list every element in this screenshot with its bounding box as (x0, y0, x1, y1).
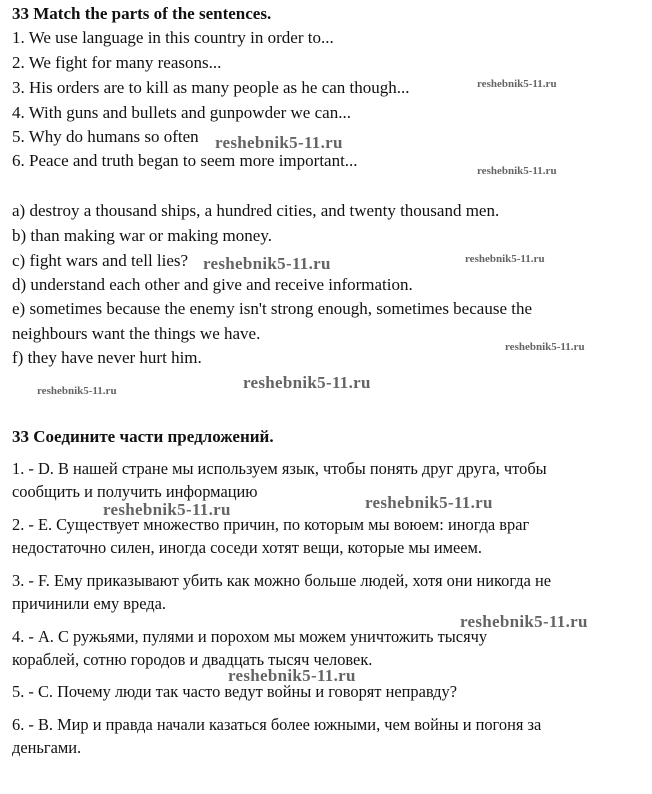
english-item-5: 5. Why do humans so often (12, 127, 199, 146)
english-option-d: d) understand each other and give and receive information. (12, 275, 413, 294)
russian-line-3: 2. - Е. Существует множество причин, по которым мы воюем: иногда враг (12, 515, 530, 534)
russian-line-10: 6. - В. Мир и правда начали казаться более южными, чем войны и погоня за (12, 715, 542, 734)
russian-line-5: 3. - F. Ему приказывают убить как можно больше людей, хотя они никогда не (12, 571, 551, 590)
watermark: reshebnik5-11.ru (460, 612, 588, 631)
english-option-e: e) sometimes because the enemy isn't strong enough, sometimes because the (12, 299, 533, 318)
english-option-b: b) than making war or making money. (12, 226, 272, 245)
watermark: reshebnik5-11.ru (228, 666, 356, 685)
watermark: reshebnik5-11.ru (203, 254, 331, 273)
watermark: reshebnik5-11.ru (37, 385, 117, 397)
russian-line-6: причинили ему вреда. (12, 594, 166, 613)
russian-line-7: 4. - А. С ружьями, пулями и порохом мы можем уничтожить тысячу (12, 627, 488, 646)
russian-line-9: 5. - С. Почему люди так часто ведут войны и говорят неправду? (12, 682, 457, 701)
english-option-c: c) fight wars and tell lies? (12, 251, 189, 270)
english-item-1: 1. We use language in this country in order to... (12, 28, 334, 47)
russian-line-2: сообщить и получить информацию (12, 482, 258, 501)
watermark: reshebnik5-11.ru (465, 253, 545, 265)
watermark: reshebnik5-11.ru (365, 493, 493, 512)
watermark: reshebnik5-11.ru (103, 500, 231, 519)
russian-line-4: недостаточно силен, иногда соседи хотят вещи, которые мы имеем. (12, 538, 483, 557)
english-heading: 33 Match the parts of the sentences. (12, 4, 272, 23)
english-item-6: 6. Peace and truth began to seem more important... (12, 151, 358, 170)
watermark: reshebnik5-11.ru (477, 78, 557, 90)
english-option-f: f) they have never hurt him. (12, 348, 202, 367)
watermark: reshebnik5-11.ru (215, 133, 343, 152)
english-option-e-cont: neighbours want the things we have. (12, 324, 261, 343)
watermark: reshebnik5-11.ru (505, 341, 585, 353)
russian-line-11: деньгами. (12, 738, 82, 757)
english-item-4: 4. With guns and bullets and gunpowder we can... (12, 103, 351, 122)
russian-line-1: 1. - D. В нашей стране мы используем язык, чтобы понять друг друга, чтобы (12, 459, 547, 478)
english-item-3: 3. His orders are to kill as many people as he can though... (12, 78, 410, 97)
watermark: reshebnik5-11.ru (243, 373, 371, 392)
english-option-a: a) destroy a thousand ships, a hundred cities, and twenty thousand men. (12, 201, 500, 220)
watermark: reshebnik5-11.ru (477, 165, 557, 177)
english-item-2: 2. We fight for many reasons... (12, 53, 222, 72)
russian-line-8: кораблей, сотню городов и двадцать тысяч человек. (12, 650, 373, 669)
russian-heading: 33 Соедините части предложений. (12, 427, 274, 446)
